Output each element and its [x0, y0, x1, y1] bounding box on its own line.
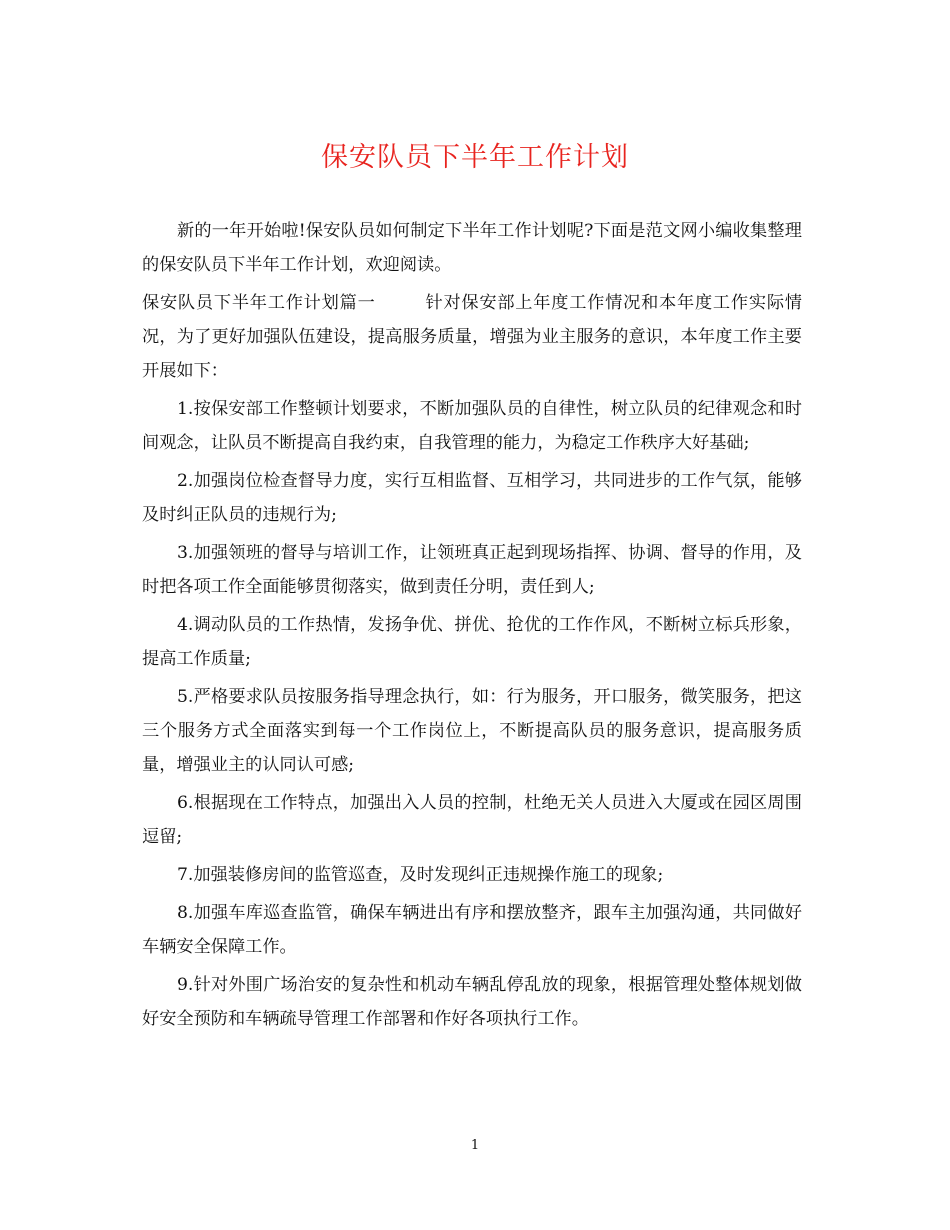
list-item: 1.按保安部工作整顿计划要求，不断加强队员的自律性，树立队员的纪律观念和时间观念，让队员不断提高自我约束，自我管理的能力，为稳定工作秩序大好基础; — [142, 399, 802, 453]
list-item: 6.根据现在工作特点，加强出入人员的控制，杜绝无关人员进入大厦或在园区周围逗留; — [142, 793, 802, 847]
list-item: 4.调动队员的工作热情，发扬争优、拼优、抢优的工作作风，不断树立标兵形象，提高工作质量; — [142, 615, 802, 669]
list-item: 9.针对外围广场治安的复杂性和机动车辆乱停乱放的现象，根据管理处整体规划做好安全预防和车辆疏导管理工作部署和作好各项执行工作。 — [142, 975, 802, 1029]
section-gap — [376, 293, 426, 313]
list-item: 3.加强领班的督导与培训工作，让领班真正起到现场指挥、协调、督导的作用，及时把各项工作全面能够贯彻落实，做到责任分明，责任到人; — [142, 543, 802, 597]
intro-paragraph: 新的一年开始啦!保安队员如何制定下半年工作计划呢?下面是范文网小编收集整理的保安队员下半年工作计划，欢迎阅读。 — [142, 221, 802, 275]
document-title: 保安队员下半年工作计划 — [321, 142, 629, 173]
list-item: 2.加强岗位检查督导力度，实行互相监督、互相学习，共同进步的工作气氛，能够及时纠正队员的违规行为; — [142, 471, 802, 525]
section-intro: 针对保安部上年度工作情况和本年度工作实际情况，为了更好加强队伍建设，提高服务质量，增强为业主服务的意识，本年度工作主要开展如下： — [142, 293, 802, 381]
document-body — [142, 214, 802, 1040]
list-item: 5.严格要求队员按服务指导理念执行，如：行为服务，开口服务，微笑服务，把这三个服务方式全面落实到每一个工作岗位上，不断提高队员的服务意识，提高服务质量，增强业主的认同认可感; — [142, 687, 802, 775]
section-heading: 保安队员下半年工作计划篇一 — [142, 293, 376, 313]
list-item: 7.加强装修房间的监管巡查，及时发现纠正违规操作施工的现象; — [177, 865, 664, 885]
list-item: 8.加强车库巡查监管，确保车辆进出有序和摆放整齐，跟车主加强沟通，共同做好车辆安全保障工作。 — [142, 903, 802, 957]
page-number: 1 — [470, 1138, 480, 1153]
section-paragraph — [142, 286, 802, 388]
